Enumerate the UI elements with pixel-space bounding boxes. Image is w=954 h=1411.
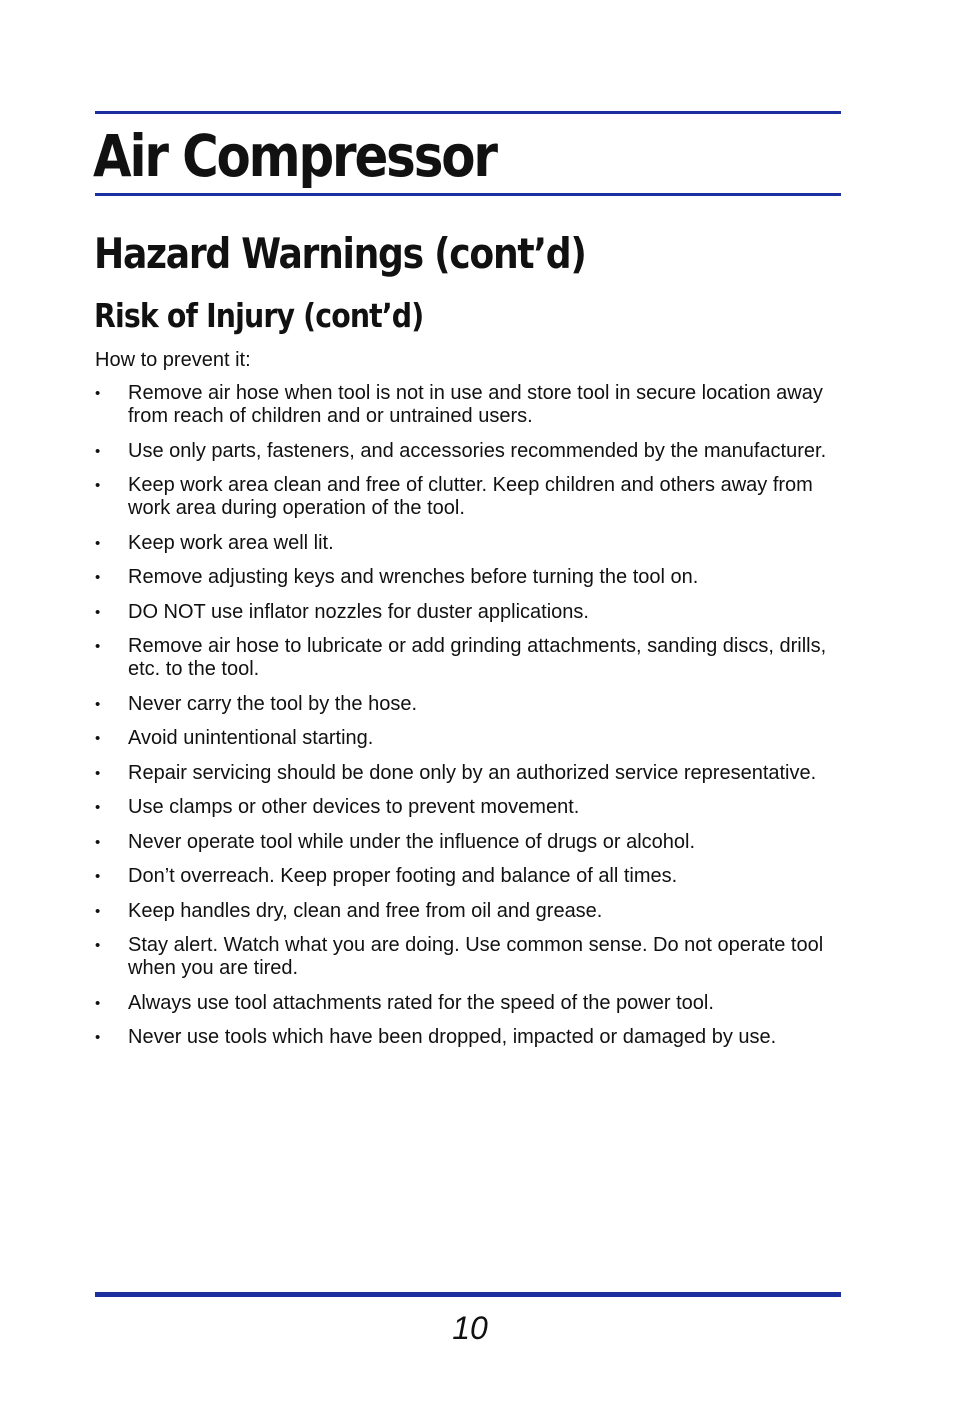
bullet-icon: • — [95, 477, 101, 494]
list-item — [95, 601, 845, 624]
list-item — [95, 635, 845, 681]
bullet-icon: • — [95, 902, 101, 920]
bullet-icon: • — [95, 799, 101, 816]
list-item-text: Always use tool attachments rated for the speed of the power tool. — [128, 991, 714, 1014]
bullet-icon: • — [95, 1029, 101, 1046]
list-item-text: Remove air hose to lubricate or add grinding attachments, sanding discs, drills, etc. to the tool. — [128, 635, 827, 680]
bullet-icon: • — [95, 534, 101, 552]
list-item-text: Repair servicing should be done only by an authorized service representative. — [128, 761, 817, 784]
list-item-text: Never use tools which have been dropped, impacted or damaged by use. — [128, 1026, 777, 1048]
bullet-icon: • — [95, 442, 101, 460]
list-item-text: Keep handles dry, clean and free from oil and grease. — [128, 899, 603, 922]
intro-text: How to prevent it: — [95, 349, 251, 371]
bullet-icon: • — [95, 730, 101, 747]
bullet-icon: • — [95, 994, 101, 1012]
bullet-icon: • — [95, 764, 101, 782]
list-item — [95, 865, 845, 888]
title-underline-rule — [95, 193, 841, 196]
list-item — [95, 796, 845, 819]
list-item — [95, 934, 845, 980]
bullet-icon: • — [95, 569, 101, 586]
list-item-text: Remove air hose when tool is not in use and store tool in secure location away from reach of children and or untrained users. — [128, 382, 823, 427]
bullet-icon: • — [95, 603, 101, 621]
bullet-icon: • — [95, 833, 101, 851]
list-item-text: Avoid unintentional starting. — [128, 727, 374, 749]
list-item-text: Never carry the tool by the hose. — [128, 692, 418, 715]
list-item-text: Keep work area clean and free of clutter. Keep children and others away from work area during operation of the tool. — [128, 474, 813, 519]
list-item-text: Don’t overreach. Keep proper footing and balance of all times. — [128, 865, 678, 887]
page-title: Air Compressor — [93, 122, 496, 190]
bullet-icon: • — [95, 695, 101, 713]
list-item — [95, 762, 845, 785]
list-item — [95, 566, 845, 589]
list-item-text: Use clamps or other devices to prevent movement. — [128, 796, 580, 818]
list-item — [95, 440, 845, 463]
list-item — [95, 992, 845, 1015]
list-item-text: Stay alert. Watch what you are doing. Use common sense. Do not operate tool when you are tired. — [128, 934, 824, 979]
page-number: 10 — [452, 1310, 488, 1346]
bullet-icon: • — [95, 868, 101, 885]
top-rule — [95, 111, 841, 114]
list-item-text: Never operate tool while under the influence of drugs or alcohol. — [128, 830, 696, 853]
list-item — [95, 532, 845, 555]
bullet-icon: • — [95, 385, 101, 402]
list-item-text: Remove adjusting keys and wrenches before turning the tool on. — [128, 566, 699, 588]
list-item — [95, 693, 845, 716]
list-item — [95, 900, 845, 923]
section-heading: Hazard Warnings (cont’d) — [94, 229, 586, 278]
list-item-text: Use only parts, fasteners, and accessories recommended by the manufacturer. — [128, 439, 827, 462]
list-item — [95, 474, 845, 520]
list-item — [95, 727, 845, 750]
list-item — [95, 382, 845, 428]
bullet-icon: • — [95, 937, 101, 954]
list-item — [95, 1026, 845, 1049]
list-item-text: DO NOT use inflator nozzles for duster applications. — [128, 600, 589, 623]
prevention-list — [95, 382, 845, 1061]
list-item-text: Keep work area well lit. — [128, 531, 334, 554]
list-item — [95, 831, 845, 854]
footer-rule — [95, 1292, 841, 1297]
bullet-icon: • — [95, 638, 101, 655]
sub-heading: Risk of Injury (cont’d) — [94, 296, 424, 335]
